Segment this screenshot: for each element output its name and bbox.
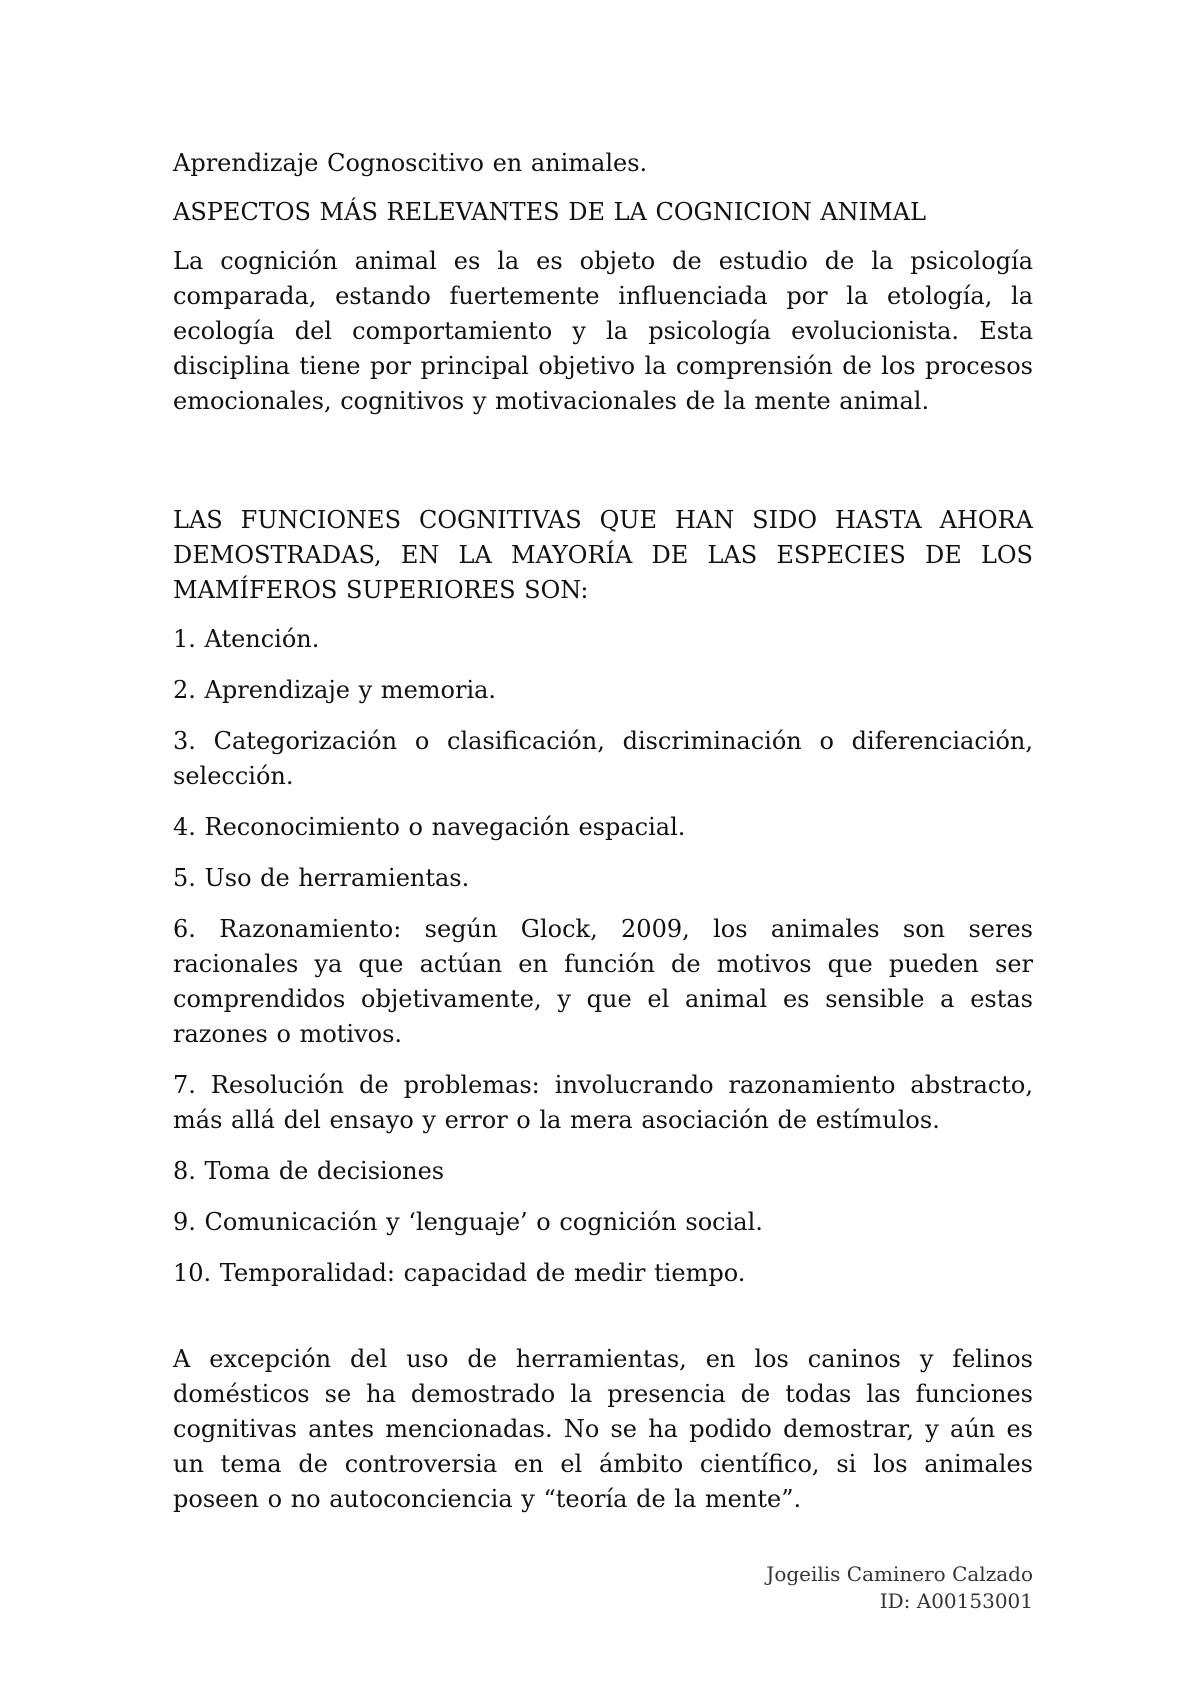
author-signature — [766, 1561, 1033, 1615]
list-item: 7. Resolución de problemas: involucrando razonamiento abstracto, más allá del ensayo y error o la mera asociación de estímulos. — [173, 1071, 1033, 1134]
list-item: 2. Aprendizaje y memoria. — [173, 676, 497, 704]
list-item: 9. Comunicación y ‘lenguaje’ o cognición social. — [173, 1208, 763, 1236]
section-heading: ASPECTOS MÁS RELEVANTES DE LA COGNICION ANIMAL — [173, 198, 926, 226]
list-item: 3. Categorización o clasificación, discriminación o diferenciación, selección. — [173, 727, 1033, 790]
author-name: Jogeilis Caminero Calzado — [766, 1562, 1033, 1586]
author-id: ID: A00153001 — [879, 1589, 1033, 1613]
intro-paragraph: La cognición animal es la es objeto de estudio de la psicología comparada, estando fuertemente influenciada por la etología, la ecología del comportamiento y la psicología evolucionista. Esta disciplina tiene por principal objetivo la comprensión de los procesos emocionales, cognitivos y motivacionales de la mente animal. — [173, 247, 1033, 415]
list-item: 10. Temporalidad: capacidad de medir tiempo. — [173, 1259, 746, 1287]
list-item: 4. Reconocimiento o navegación espacial. — [173, 813, 686, 841]
paragraph-gap — [173, 1307, 1033, 1342]
functions-heading: LAS FUNCIONES COGNITIVAS QUE HAN SIDO HASTA AHORA DEMOSTRADAS, EN LA MAYORÍA DE LAS ESPECIES DE LOS MAMÍFEROS SUPERIORES SON: — [173, 506, 1033, 604]
list-item: 1. Atención. — [173, 625, 320, 653]
document-title: Aprendizaje Cognoscitivo en animales. — [173, 149, 648, 177]
document-body — [173, 146, 1033, 1517]
list-item: 5. Uso de herramientas. — [173, 864, 470, 892]
closing-paragraph: A excepción del uso de herramientas, en los caninos y felinos domésticos se ha demostrado la presencia de todas las funciones cognitivas antes mencionadas. No se ha podido demostrar, y aún es un tema de controversia en el ámbito científico, si los animales poseen o no autoconciencia y “teoría de la mente”. — [173, 1345, 1033, 1513]
paragraph-gap — [173, 433, 1033, 503]
list-item: 8. Toma de decisiones — [173, 1157, 445, 1185]
cognitive-functions-list — [173, 622, 1033, 1291]
list-item: 6. Razonamiento: según Glock, 2009, los animales son seres racionales ya que actúan en función de motivos que pueden ser comprendidos objetivamente, y que el animal es sensible a estas razones o motivos. — [173, 915, 1033, 1048]
